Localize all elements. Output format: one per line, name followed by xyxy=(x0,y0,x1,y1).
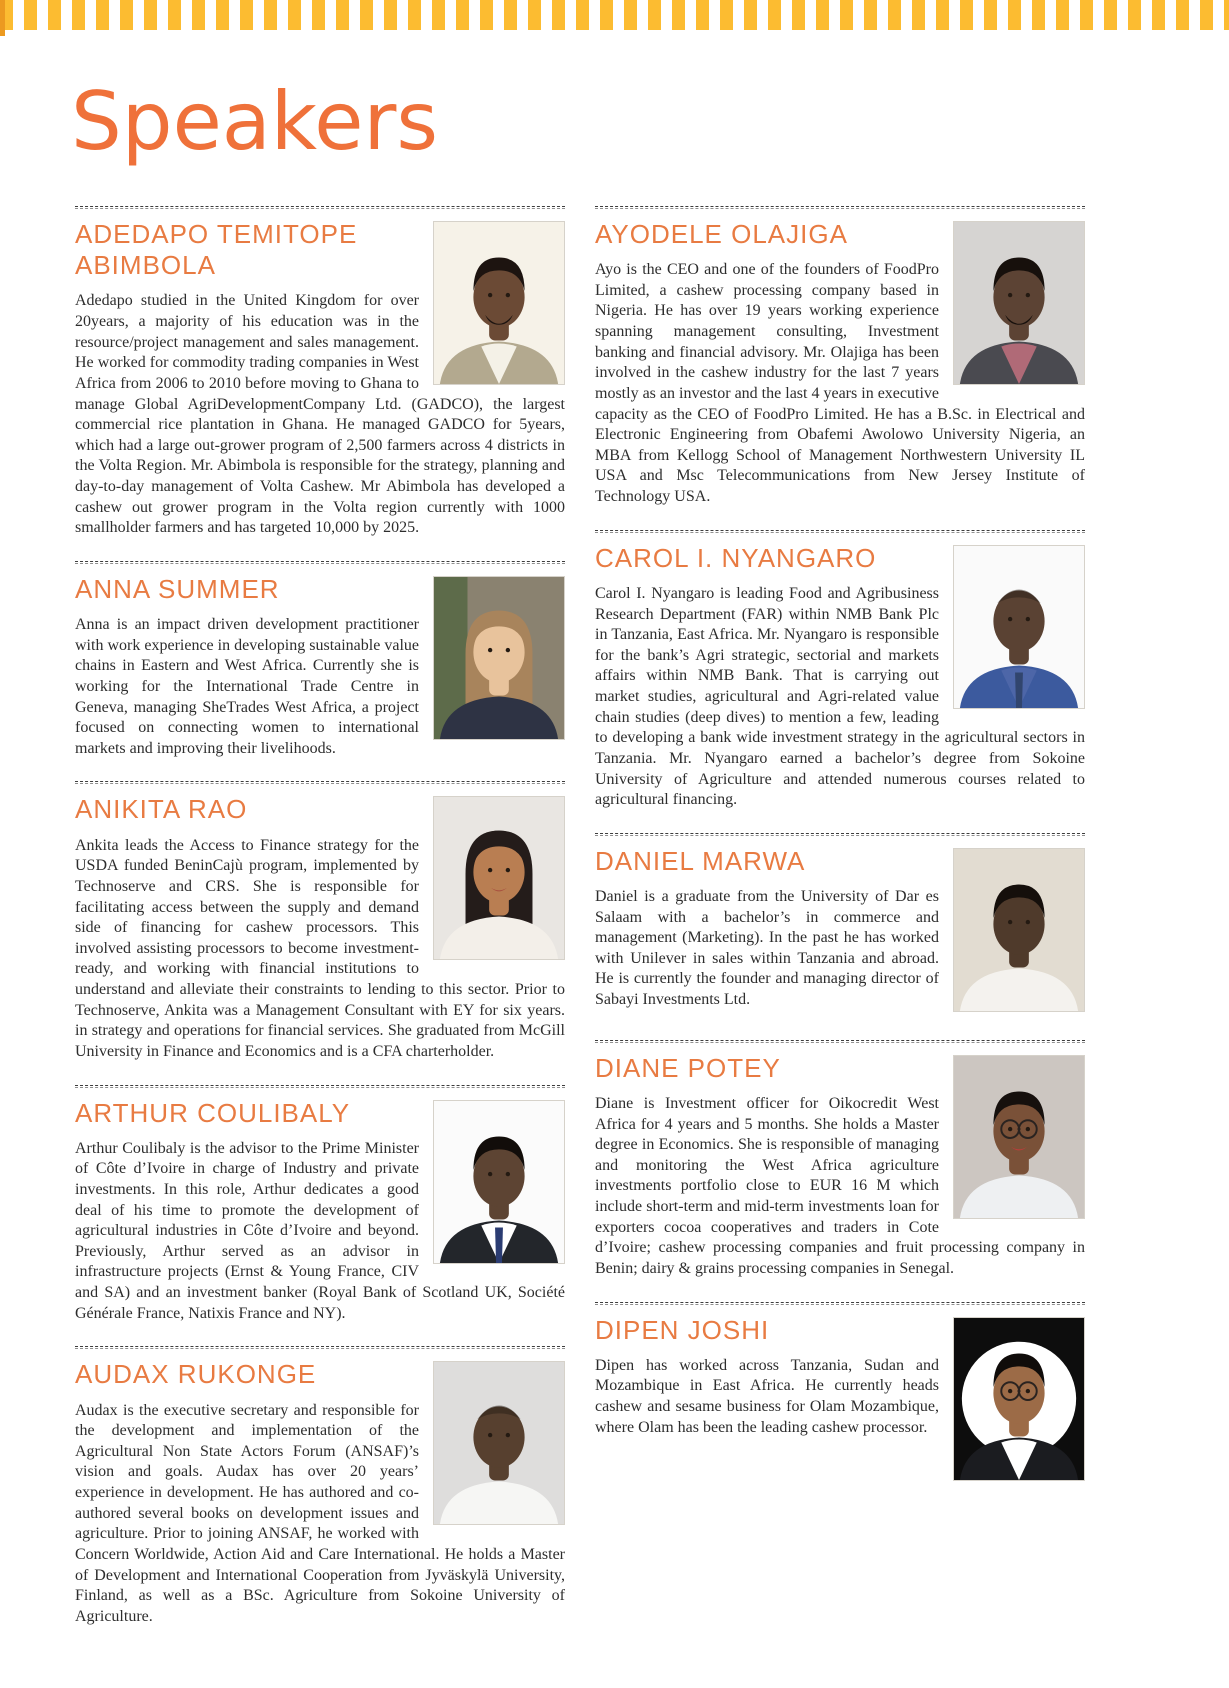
speaker-section-anikita-rao xyxy=(75,781,565,1062)
section-divider xyxy=(595,1040,1085,1043)
speaker-bio: Daniel is a graduate from the University of Dar es Salaam with a bachelor’s in commerce and management (Marketing). In the past he has worked with Unilever in sales within Tanzania and abroad. He is currently the founder and managing director of Sabayi Investments Ltd. xyxy=(595,887,939,1009)
speaker-photo xyxy=(953,1317,1085,1481)
speaker-section-dipen-joshi xyxy=(595,1302,1085,1487)
speaker-bio: Ankita leads the Access to Finance strategy for the USDA funded BeninCajù program, implemented by Technoserve and CRS. She is responsible for facilitating access between the supply and demand side of financing for cashew processors. This involved assisting processors to become investment-ready, and working with financial institutions to understand and alleviate their constraints to lending to this sector. Prior to Technoserve, Ankita was a Management Consultant with EY for six years. in strategy and operations for financial services. She graduated from McGill University in Finance and Economics and is a CFA charterholder. xyxy=(75,836,565,1060)
speaker-photo xyxy=(953,1055,1085,1219)
section-divider xyxy=(75,781,565,784)
speakers-column-left xyxy=(75,206,565,1649)
speaker-photo xyxy=(433,1100,565,1264)
speaker-section-audax-rukonge xyxy=(75,1346,565,1627)
speaker-photo xyxy=(433,576,565,740)
speaker-name: ADEDAPO TEMITOPE ABIMBOLA xyxy=(75,219,358,281)
section-divider xyxy=(75,561,565,564)
speaker-name: AUDAX RUKONGE xyxy=(75,1359,317,1390)
speaker-bio: Carol I. Nyangaro is leading Food and Agribusiness Research Department (FAR) within NMB Bank Plc in Tanzania, East Africa. Mr. Nyangaro is responsible for the bank’s Agri strategic, sectorial and markets affairs within NMB Bank. That is carrying out market studies, agricultural and Agri-related value chain studies (deep dives) to mention a few, leading to developing a bank wide investment strategy in the agricultural sectors in Tanzania. Mr. Nyangaro earned a bachelor’s degree from Sokoine University of Agriculture and attended numerous courses related to agricultural financing. xyxy=(595,584,1085,809)
speaker-photo xyxy=(953,545,1085,709)
speaker-photo xyxy=(433,221,565,385)
speaker-section-arthur-coulibaly xyxy=(75,1085,565,1325)
speaker-section-diane-potey xyxy=(595,1040,1085,1280)
speaker-name: ARTHUR COULIBALY xyxy=(75,1097,351,1128)
speaker-bio: Ayo is the CEO and one of the founders of FoodPro Limited, a cashew processing company based in Nigeria. He has over 19 years working experience spanning management consulting, Investment banking and financial advisory. Mr. Olajiga has been involved in the cashew industry for the last 7 years mostly as an investor and the last 4 years in executive capacity as the CEO of FoodPro Limited. He has a B.Sc. in Electrical and Electronic Engineering from Obafemi Awolowo University Nigeria, an MBA from Kellogg School of Management Northwestern University IL USA and Msc Telecommunications from New Jersey Institute of Technology USA. xyxy=(595,261,1085,506)
speaker-name: ANNA SUMMER xyxy=(75,573,280,604)
speaker-bio: Arthur Coulibaly is the advisor to the Prime Minister of Côte d’Ivoire in charge of Industry and private investments. In this role, Arthur dedicates a good deal of his time to promote the development of agricultural industries in Côte d’Ivoire and beyond. Previously, Arthur served as an advisor in infrastructure projects (Ernst & Young France, CIV and SA) and an investment banker (Royal Bank of Scotland UK, Société Générale France, Natixis France and NY). xyxy=(75,1139,565,1322)
speaker-name: ANIKITA RAO xyxy=(75,794,248,825)
speaker-bio: Diane is Investment officer for Oikocredit West Africa for 4 years and 5 months. She holds a Master degree in Economics. She is responsible of managing and monitoring the West Africa agriculture investments portfolio close to EUR 16 M which include short-term and mid-term investments loan for exporters cocoa cooperatives and traders in Cote d’Ivoire; cashew processing companies and fruit processing company in Benin; dairy & grains processing companies in Senegal. xyxy=(595,1094,1085,1277)
decorative-stripes xyxy=(0,0,1229,30)
speaker-section-anna-summer xyxy=(75,561,565,760)
speaker-photo xyxy=(953,848,1085,1012)
speaker-photo xyxy=(953,221,1085,385)
speaker-photo xyxy=(433,1361,565,1525)
speaker-name: DIPEN JOSHI xyxy=(595,1314,770,1345)
section-divider xyxy=(595,833,1085,836)
section-divider xyxy=(75,1346,565,1349)
page-title: Speakers xyxy=(71,75,439,168)
speaker-bio: Dipen has worked across Tanzania, Sudan and Mozambique in East Africa. He currently heads cashew and sesame business for Olam Mozambique, where Olam has been the leading cashew processor. xyxy=(595,1356,939,1436)
speaker-section-adedapo-temitope-abimbola xyxy=(75,206,565,539)
section-divider xyxy=(75,206,565,209)
speaker-name: DIANE POTEY xyxy=(595,1052,781,1083)
speaker-photo xyxy=(433,796,565,960)
speaker-name: DANIEL MARWA xyxy=(595,845,806,876)
speaker-section-carol-i-nyangaro xyxy=(595,530,1085,811)
speaker-columns xyxy=(75,206,1087,1649)
section-divider xyxy=(595,1302,1085,1305)
speaker-section-ayodele-olajiga xyxy=(595,206,1085,508)
speakers-column-right xyxy=(595,206,1085,1509)
speaker-bio: Anna is an impact driven development practitioner with work experience in developing sustainable value chains in Eastern and West Africa. Currently she is working for the International Trade Centre in Geneva, managing SheTrades West Africa, a project focused on connecting women to international markets and improving their livelihoods. xyxy=(75,616,419,757)
speaker-name: AYODELE OLAJIGA xyxy=(595,219,848,249)
page-content xyxy=(0,75,1229,1649)
speaker-bio: Adedapo studied in the United Kingdom for over 20years, a majority of his education was in the resource/project management and sales management. He worked for commodity trading companies in West Africa from 2006 to 2010 before moving to Ghana to manage Global AgriDevelopmentCompany Ltd. (GADCO), the largest commercial rice plantation in Ghana. He managed GADCO for 5years, which had a large out-grower program of 2,500 farmers across 4 districts in the Volta Region. Mr. Abimbola is responsible for the strategy, planning and day-to-day management of Volta Cashew. Mr Abimbola has developed a cashew out grower program in the Volta region currently with 1000 smallholder farmers and has targeted 10,000 by 2025. xyxy=(75,292,565,537)
speaker-bio: Audax is the executive secretary and responsible for the development and implementation of the Agricultural Non State Actors Forum (ANSAF)’s vision and goals. Audax has over 20 years’ experience in development. He has authored and co-authored several books on development issues and agriculture. Prior to joining ANSAF, he worked with Concern Worldwide, Action Aid and Care International. He holds a Master of Development and International Cooperation from Jyväskylä University, Finland, as well as a BSc. Agriculture from Sokoine University of Agriculture. xyxy=(75,1401,565,1625)
section-divider xyxy=(595,530,1085,533)
section-divider xyxy=(595,206,1085,209)
speaker-name: CAROL I. NYANGARO xyxy=(595,542,877,573)
section-divider xyxy=(75,1085,565,1088)
speaker-section-daniel-marwa xyxy=(595,833,1085,1018)
